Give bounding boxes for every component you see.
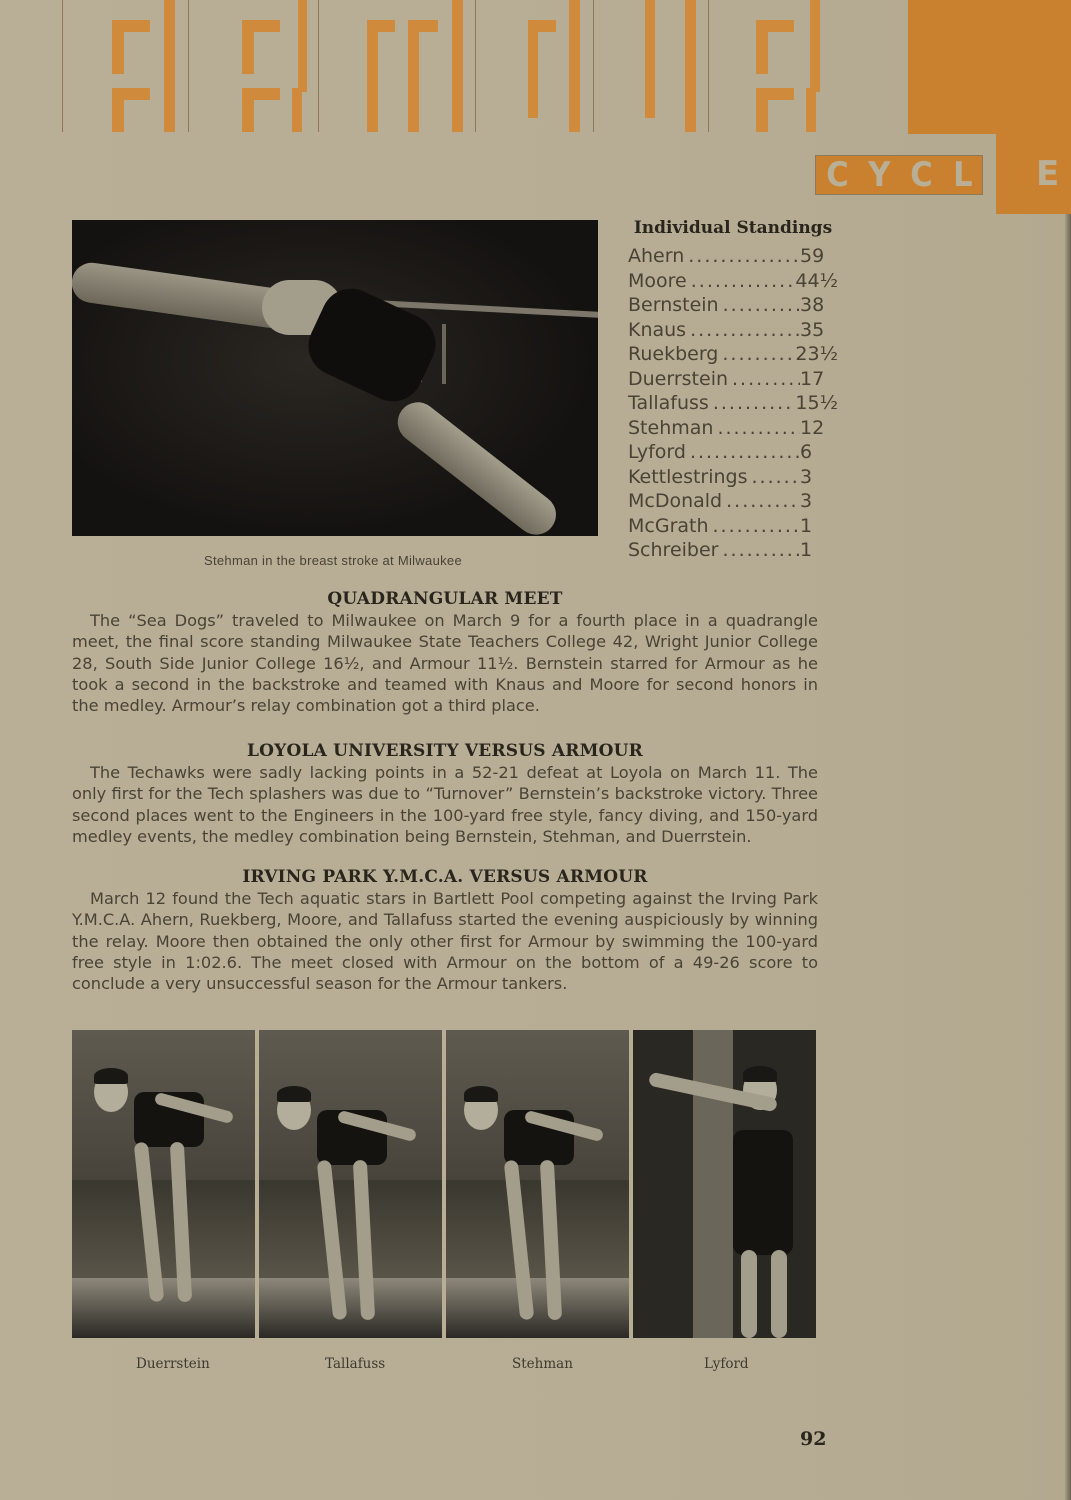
orange-block bbox=[908, 0, 1071, 134]
dot-leader bbox=[686, 440, 800, 465]
standings-title: Individual Standings bbox=[633, 218, 833, 238]
dot-leader bbox=[687, 269, 796, 294]
swimmer-hair bbox=[464, 1086, 498, 1102]
orange-block bbox=[996, 134, 1071, 214]
header-rule bbox=[593, 0, 594, 132]
letter-bar bbox=[810, 0, 820, 92]
letter-bar bbox=[528, 20, 538, 118]
standings-row bbox=[628, 514, 838, 539]
swimmer-limb bbox=[741, 1250, 757, 1338]
letter-bar bbox=[298, 0, 307, 92]
letter-bar bbox=[756, 20, 768, 74]
swimmer-limb bbox=[771, 1250, 787, 1338]
article-heading: QUADRANGULAR MEET bbox=[327, 589, 563, 609]
standings-points: 12 bbox=[800, 416, 825, 439]
letter-bar bbox=[242, 88, 254, 132]
article-heading: IRVING PARK Y.M.C.A. VERSUS ARMOUR bbox=[242, 867, 648, 887]
swimmer-hair bbox=[94, 1068, 128, 1084]
dot-leader bbox=[748, 465, 800, 490]
dot-leader bbox=[684, 244, 800, 269]
dot-leader bbox=[722, 489, 800, 514]
letter-bar bbox=[112, 20, 124, 74]
standings-row bbox=[628, 489, 838, 514]
swimmer-arms bbox=[72, 260, 293, 330]
standings-row bbox=[628, 293, 838, 318]
dot-leader bbox=[709, 391, 796, 416]
standings-name: Ruekberg bbox=[628, 343, 719, 365]
standings-points: 15½ bbox=[795, 392, 838, 414]
swimmer-suit bbox=[733, 1130, 793, 1255]
pool-deck bbox=[72, 1180, 255, 1278]
main-photo-breast-stroke bbox=[72, 220, 598, 536]
dot-leader bbox=[709, 514, 800, 539]
photo-label: Lyford bbox=[704, 1356, 749, 1372]
article-quadrangular-meet bbox=[72, 588, 818, 716]
standings-points: 3 bbox=[800, 490, 813, 512]
letter-bar bbox=[806, 88, 816, 132]
cycle-letter: Y bbox=[868, 155, 891, 195]
standings-name: Lyford bbox=[628, 441, 686, 463]
dot-leader bbox=[718, 538, 800, 563]
standings-points: 44½ bbox=[795, 269, 838, 292]
swimmer-photo bbox=[446, 1030, 629, 1338]
cycle-letter: C bbox=[825, 155, 849, 195]
standings-row bbox=[628, 318, 838, 343]
standings-row bbox=[628, 367, 838, 392]
standings-row bbox=[628, 342, 838, 367]
pool-deck bbox=[446, 1180, 629, 1278]
cycle-letter: C bbox=[910, 155, 933, 195]
letter-bar bbox=[452, 0, 463, 132]
standings-points: 17 bbox=[800, 367, 825, 390]
article-heading: LOYOLA UNIVERSITY VERSUS ARMOUR bbox=[247, 741, 643, 761]
photo-label: Duerrstein bbox=[136, 1356, 210, 1372]
standings-name: Knaus bbox=[628, 318, 687, 341]
page-edge bbox=[1065, 0, 1071, 1500]
standings-list bbox=[628, 244, 838, 563]
photo-label: Stehman bbox=[512, 1356, 573, 1372]
header-rule bbox=[318, 0, 319, 132]
cycle-letter: L bbox=[952, 155, 973, 195]
standings-row bbox=[628, 391, 838, 416]
standings-points: 6 bbox=[800, 441, 813, 463]
header-rule bbox=[708, 0, 709, 132]
dot-leader bbox=[718, 342, 795, 367]
letter-bar bbox=[164, 0, 175, 132]
standings-points: 59 bbox=[800, 245, 825, 267]
pool-edge bbox=[446, 1278, 629, 1338]
standings-points: 38 bbox=[800, 294, 825, 316]
dot-leader bbox=[728, 367, 800, 392]
standings-name: Schreiber bbox=[628, 539, 719, 561]
standings-name: Kettlestrings bbox=[628, 465, 748, 488]
letter-bar bbox=[408, 20, 419, 132]
standings-points: 23½ bbox=[795, 343, 838, 365]
swimmer-photo bbox=[72, 1030, 255, 1338]
swimmer-hair bbox=[277, 1086, 311, 1102]
photo-label: Tallafuss bbox=[325, 1356, 386, 1372]
pool-edge bbox=[259, 1278, 442, 1338]
individual-standings bbox=[628, 218, 838, 563]
article-irving-park bbox=[72, 866, 818, 994]
article-loyola bbox=[72, 740, 818, 847]
swimmer-legs bbox=[390, 394, 564, 536]
standings-name: McGrath bbox=[628, 514, 709, 537]
swimmer-photo bbox=[633, 1030, 816, 1338]
letter-bar bbox=[756, 88, 768, 132]
standings-name: McDonald bbox=[628, 490, 723, 512]
standings-name: Stehman bbox=[628, 416, 714, 439]
dot-leader bbox=[686, 318, 800, 343]
article-body: The Techawks were sadly lacking points in a 52-21 defeat at Loyola on March 11. The only first for the Tech splashers was due to “Turnover” Bernstein’s backstroke victory. Three second places went to the Engineers in the 100-yard free style, fancy diving, and 150-yard medley events, the medley combination being Bernstein, Stehman, and Duerrstein. bbox=[72, 763, 818, 846]
standings-points: 1 bbox=[800, 539, 813, 561]
standings-row bbox=[628, 269, 838, 294]
header-rule bbox=[62, 0, 63, 132]
letter-bar bbox=[645, 0, 655, 118]
article-body: The “Sea Dogs” traveled to Milwaukee on March 9 for a fourth place in a quadrangle meet, the final score standing Milwaukee State Teachers College 42, Wright Junior College 28, South Side Junior College 16½, and Armour 11½. Bernstein starred for Armour as he took a second in the backstroke and teamed with Knaus and Moore for second honors in the medley. Armour’s relay combination got a third place. bbox=[72, 611, 818, 716]
letter-bar bbox=[292, 88, 302, 132]
standings-row bbox=[628, 538, 838, 563]
standings-points: 1 bbox=[800, 514, 813, 537]
header-rule bbox=[188, 0, 189, 132]
pool-wall bbox=[693, 1030, 733, 1338]
standings-points: 35 bbox=[800, 318, 825, 341]
pool-deck bbox=[259, 1180, 442, 1278]
swimmer-hair bbox=[743, 1066, 777, 1082]
main-photo-caption: Stehman in the breast stroke at Milwaukee bbox=[204, 553, 462, 568]
letter-bar bbox=[685, 0, 696, 132]
letter-bar bbox=[367, 20, 378, 132]
standings-row bbox=[628, 244, 838, 269]
standings-row bbox=[628, 416, 838, 441]
page-number: 92 bbox=[800, 1428, 827, 1450]
standings-row bbox=[628, 465, 838, 490]
letter-bar bbox=[112, 88, 124, 132]
swimmer-photo bbox=[259, 1030, 442, 1338]
standings-name: Tallafuss bbox=[628, 392, 709, 414]
pool-edge bbox=[72, 1278, 255, 1338]
header-art bbox=[0, 0, 1071, 210]
header-rule bbox=[475, 0, 476, 132]
standings-points: 3 bbox=[800, 465, 813, 488]
dot-leader bbox=[719, 293, 800, 318]
standings-row bbox=[628, 440, 838, 465]
letter-bar bbox=[242, 20, 254, 74]
article-body: March 12 found the Tech aquatic stars in Bartlett Pool competing against the Irving Park Y.M.C.A. Ahern, Ruekberg, Moore, and Tallafuss started the evening auspiciously by winning the relay. Moore then obtained the only other first for Armour by swimming the 100-yard free style in 1:02.6. The meet closed with Armour on the bottom of a 49-26 score to conclude a very unsuccessful season for the Armour tankers. bbox=[72, 889, 818, 994]
standings-name: Moore bbox=[628, 269, 687, 292]
rail-post bbox=[442, 324, 446, 384]
standings-name: Bernstein bbox=[628, 294, 719, 316]
letter-bar bbox=[569, 0, 580, 132]
dot-leader bbox=[713, 416, 800, 441]
standings-name: Ahern bbox=[628, 245, 685, 267]
cycle-label bbox=[815, 155, 983, 195]
cycle-letter: E bbox=[1036, 154, 1060, 194]
standings-name: Duerrstein bbox=[628, 367, 729, 390]
